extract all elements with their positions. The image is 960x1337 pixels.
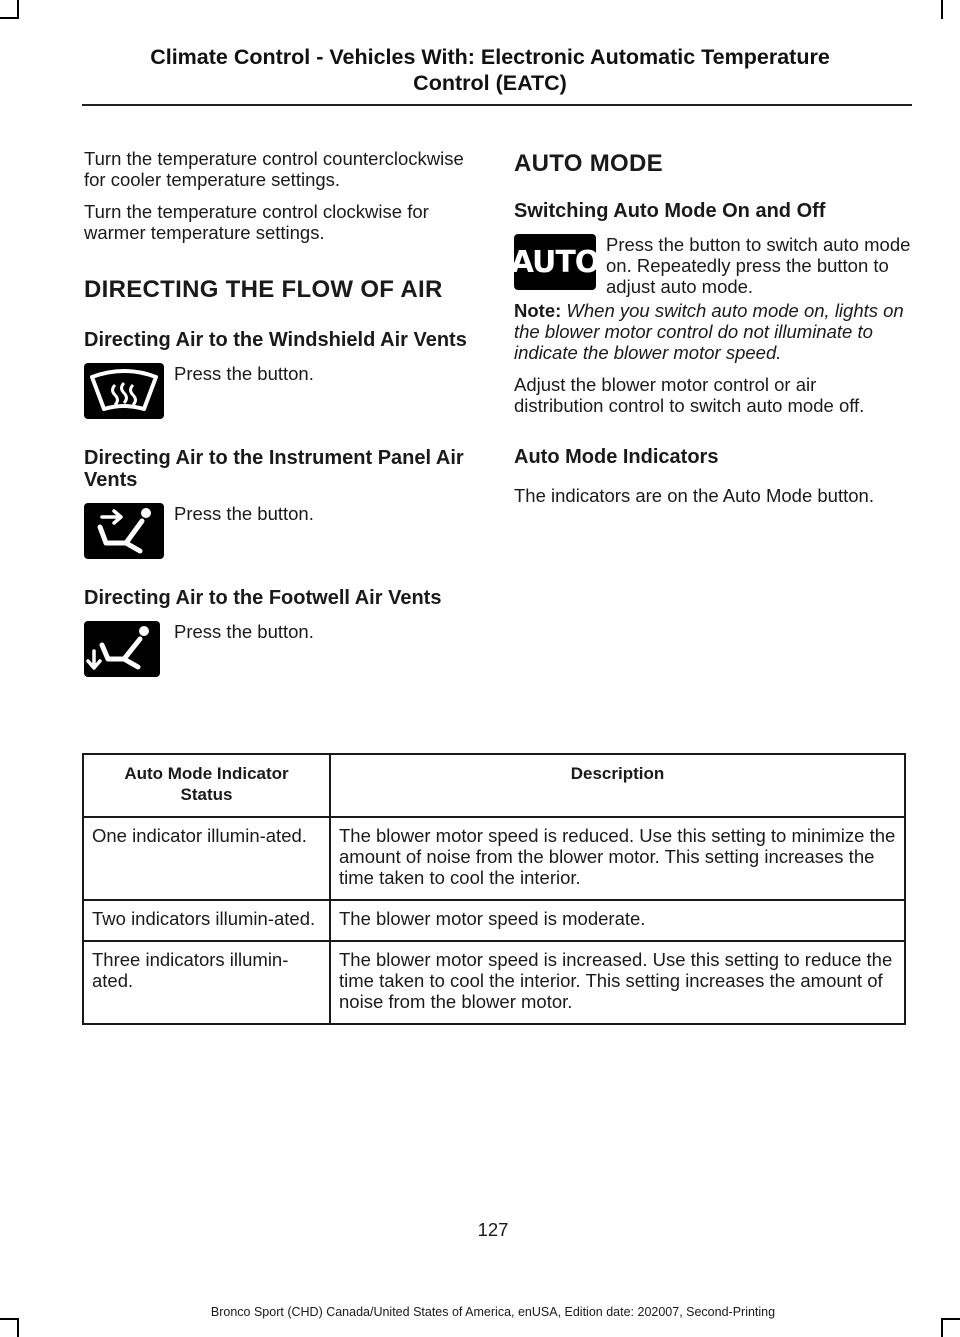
note-paragraph	[514, 300, 909, 363]
status-cell: Three indicators illumin-ated.	[83, 941, 330, 1024]
heading-footwell: Directing Air to the Footwell Air Vents	[84, 587, 442, 609]
auto-instruction: Press the button to switch auto mode on. Repeatedly press the button to adjust auto mode.	[606, 234, 911, 297]
windshield-defrost-icon	[84, 363, 164, 419]
crop-mark	[941, 0, 943, 19]
description-cell: The blower motor speed is moderate.	[330, 900, 905, 941]
table-row	[83, 817, 905, 900]
intro-paragraph-1: Turn the temperature control counterclockwise for cooler temperature settings.	[84, 148, 464, 190]
auto-button-icon	[510, 234, 600, 290]
crop-mark	[941, 1318, 943, 1337]
footwell-row	[84, 621, 479, 685]
auto-icon-label: AUTO	[510, 244, 600, 280]
header-title-line1: Climate Control - Vehicles With: Electronic Automatic Temperature	[150, 45, 830, 69]
crop-mark	[0, 17, 19, 19]
panel-row	[84, 503, 479, 567]
description-cell: The blower motor speed is increased. Use this setting to reduce the time taken to cool the interior. This setting increases the amount of noise from the blower motor.	[330, 941, 905, 1024]
right-column	[510, 148, 911, 517]
note-label: Note:	[514, 300, 562, 321]
heading-instrument-panel: Directing Air to the Instrument Panel Air Vents	[84, 447, 464, 491]
page-header	[60, 44, 920, 96]
heading-windshield: Directing Air to the Windshield Air Vents	[84, 329, 467, 351]
windshield-row	[84, 363, 479, 427]
page-number: 127	[477, 1219, 509, 1240]
note-text: When you switch auto mode on, lights on the blower motor control do not illuminate to indicate the blower motor speed.	[514, 300, 904, 363]
heading-auto-indicators: Auto Mode Indicators	[514, 446, 719, 468]
auto-row	[510, 234, 911, 300]
status-cell: One indicator illumin-ated.	[83, 817, 330, 900]
footwell-instruction: Press the button.	[174, 621, 314, 642]
table-row	[83, 900, 905, 941]
indicator-status-table	[82, 753, 906, 1025]
heading-switching-auto: Switching Auto Mode On and Off	[514, 200, 826, 222]
adjust-paragraph: Adjust the blower motor control or air distribution control to switch auto mode off.	[514, 374, 865, 416]
indicators-paragraph: The indicators are on the Auto Mode button.	[514, 485, 874, 506]
panel-instruction: Press the button.	[174, 503, 314, 524]
column-header-status: Auto Mode Indicator Status	[83, 754, 330, 817]
windshield-instruction: Press the button.	[174, 363, 314, 384]
table-row	[83, 941, 905, 1024]
header-title-line2: Control (EATC)	[413, 71, 567, 95]
crop-mark	[17, 1318, 19, 1337]
section-title-auto-mode: AUTO MODE	[514, 150, 663, 177]
description-cell: The blower motor speed is reduced. Use this setting to minimize the amount of noise from the blower motor. This setting increases the time taken to cool the interior.	[330, 817, 905, 900]
left-column	[84, 148, 479, 685]
panel-vent-icon	[84, 503, 164, 559]
status-cell: Two indicators illumin-ated.	[83, 900, 330, 941]
column-header-description: Description	[330, 754, 905, 817]
intro-paragraph-2: Turn the temperature control clockwise for warmer temperature settings.	[84, 201, 429, 243]
footwell-vent-icon	[84, 621, 160, 677]
page-footer: Bronco Sport (CHD) Canada/United States of America, enUSA, Edition date: 202007, Second-Printing	[210, 1305, 776, 1319]
header-divider	[82, 104, 912, 106]
table-header-row	[83, 754, 905, 817]
section-title-air-flow: DIRECTING THE FLOW OF AIR	[84, 276, 443, 303]
